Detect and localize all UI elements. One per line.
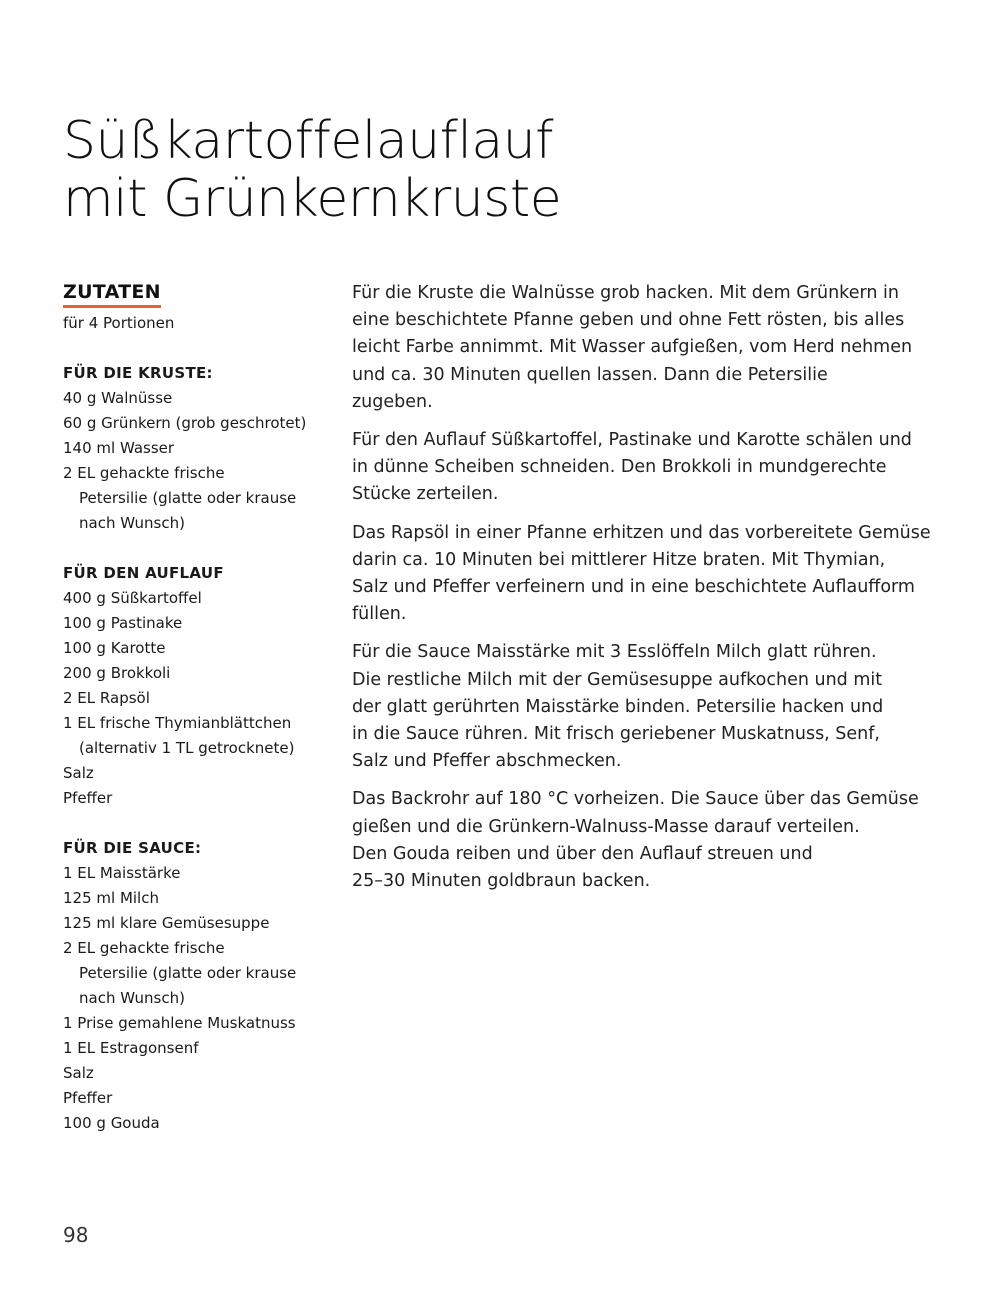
ingredient-item: 125 ml Milch <box>63 889 159 907</box>
ingredient-item: 100 g Gouda <box>63 1114 160 1132</box>
recipe-title-line-1: Süßkartoffelauflauf <box>63 111 554 171</box>
instruction-paragraph: Das Backrohr auf 180 °C vorheizen. Die Sauce über das Gemüse gießen und die Grünkern-Walnuss-Masse darauf verteilen. Den Gouda reiben und über den Auflauf streuen und 25–30 Minuten goldbraun backen. <box>352 789 919 892</box>
ingredient-item: 100 g Pastinake <box>63 614 183 632</box>
recipe-title-line-2: mit Grünkernkruste <box>63 169 562 229</box>
ingredient-item: 200 g Brokkoli <box>63 664 171 682</box>
ingredient-item: 1 EL Estragonsenf <box>63 1039 199 1057</box>
ingredient-item: 1 Prise gemahlene Muskatnuss <box>63 1014 296 1032</box>
ingredient-item: Pfeffer <box>63 789 113 807</box>
ingredient-item: 40 g Walnüsse <box>63 389 173 407</box>
section-heading: FÜR DEN AUFLAUF <box>63 564 224 582</box>
ingredient-section-auflauf <box>63 561 343 811</box>
ingredients-column <box>63 279 343 1136</box>
instruction-paragraph: Das Rapsöl in einer Pfanne erhitzen und das vorbereitete Gemüse darin ca. 10 Minuten bei mittlerer Hitze braten. Mit Thymian, Salz und Pfeffer verfeinern und in eine beschichtete Auflaufform füllen. <box>352 522 931 625</box>
instructions-column <box>352 280 932 906</box>
portions-text: für 4 Portionen <box>63 314 175 332</box>
recipe-title <box>63 112 561 228</box>
ingredient-item: Salz <box>63 764 94 782</box>
ingredient-item: 2 EL gehackte frische Petersilie (glatte oder krause nach Wunsch) <box>63 464 297 532</box>
page-number: 98 <box>63 1223 89 1247</box>
ingredient-item: 125 ml klare Gemüsesuppe <box>63 914 270 932</box>
ingredient-item: 140 ml Wasser <box>63 439 175 457</box>
ingredient-item: 2 EL gehackte frische Petersilie (glatte oder krause nach Wunsch) <box>63 939 297 1007</box>
instruction-paragraph: Für die Kruste die Walnüsse grob hacken. Mit dem Grünkern in eine beschichtete Pfanne geben und ohne Fett rösten, bis alles leicht Farbe annimmt. Mit Wasser aufgießen, vom Herd nehmen und ca. 30 Minuten quellen lassen. Dann die Petersilie zugeben. <box>352 283 913 412</box>
ingredient-item: 2 EL Rapsöl <box>63 689 150 707</box>
ingredient-item: 1 EL Maisstärke <box>63 864 181 882</box>
ingredient-item: 1 EL frische Thymianblättchen (alternativ 1 TL getrocknete) <box>63 714 295 757</box>
ingredient-item: Salz <box>63 1064 94 1082</box>
ingredient-section-kruste <box>63 361 343 536</box>
ingredients-heading: ZUTATEN <box>63 279 161 308</box>
ingredient-item: 100 g Karotte <box>63 639 166 657</box>
ingredient-item: 400 g Süßkartoffel <box>63 589 202 607</box>
ingredient-section-sauce <box>63 836 343 1136</box>
ingredient-item: 60 g Grünkern (grob geschrotet) <box>63 414 307 432</box>
ingredient-item: Pfeffer <box>63 1089 113 1107</box>
section-heading: FÜR DIE KRUSTE: <box>63 364 213 382</box>
instruction-paragraph: Für die Sauce Maisstärke mit 3 Esslöffeln Milch glatt rühren. Die restliche Milch mit der Gemüsesuppe aufkochen und mit der glatt gerührten Maisstärke binden. Petersilie hacken und in die Sauce rühren. Mit frisch geriebener Muskatnuss, Senf, Salz und Pfeffer abschmecken. <box>352 642 884 772</box>
instruction-paragraph: Für den Auflauf Süßkartoffel, Pastinake und Karotte schälen und in dünne Scheiben schneiden. Den Brokkoli in mundgerechte Stücke zerteilen. <box>352 430 912 505</box>
section-heading: FÜR DIE SAUCE: <box>63 839 202 857</box>
